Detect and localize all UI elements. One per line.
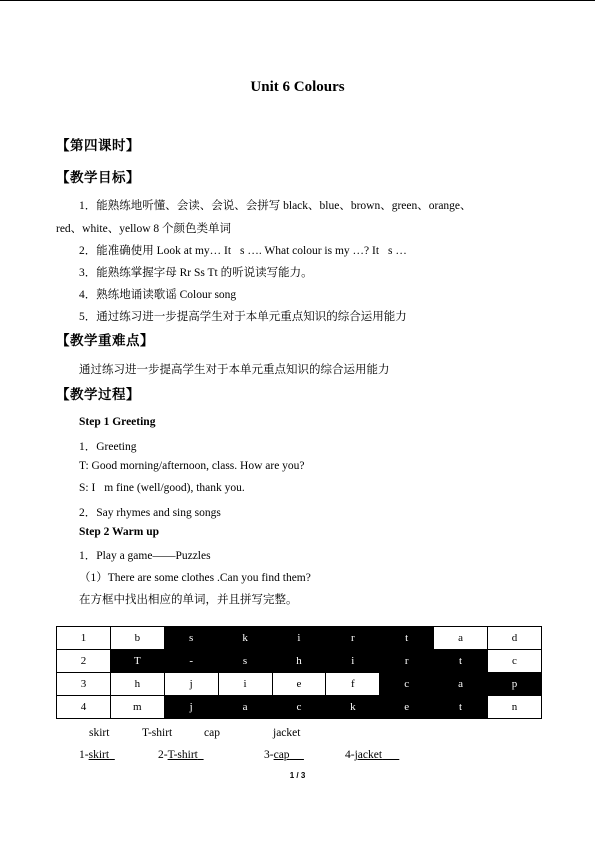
answer-word: cap xyxy=(273,749,290,761)
grid-cell: k xyxy=(326,696,380,719)
grid-cell: i xyxy=(272,627,326,650)
step2-item: 1．Play a game——Puzzles xyxy=(79,550,211,562)
step2-title: Step 2 Warm up xyxy=(79,526,159,538)
word-bank-item: cap xyxy=(204,727,220,739)
grid-cell: s xyxy=(164,627,218,650)
grid-cell: T xyxy=(110,650,164,673)
grid-cell: c xyxy=(272,696,326,719)
top-rule xyxy=(0,0,595,1)
grid-cell: t xyxy=(434,650,488,673)
step2-subitem: （1）There are some clothes .Can you find them? xyxy=(79,572,311,584)
grid-cell: a xyxy=(218,696,272,719)
answer-item: 4-jacket xyxy=(345,749,383,761)
grid-cell: c xyxy=(488,650,542,673)
process-heading: 【教学过程】 xyxy=(56,387,140,403)
step1-item: 1．Greeting xyxy=(79,441,137,453)
goal-line: 2．能准确使用 Look at my… It s …. What colour is my …? It s … xyxy=(79,245,407,257)
grid-cell: d xyxy=(488,627,542,650)
page-title: Unit 6 Colours xyxy=(250,79,345,95)
page-number: 1 / 3 xyxy=(289,771,306,780)
grid-cell: h xyxy=(110,673,164,696)
grid-cell: 3 xyxy=(57,673,111,696)
grid-cell: - xyxy=(164,650,218,673)
grid-cell: j xyxy=(164,673,218,696)
grid-cell: m xyxy=(110,696,164,719)
word-bank-item: T-shirt xyxy=(142,727,173,739)
grid-cell: t xyxy=(380,627,434,650)
grid-row xyxy=(57,627,542,650)
grid-cell: i xyxy=(218,673,272,696)
grid-cell: i xyxy=(326,650,380,673)
teacher-line: T: Good morning/afternoon, class. How are you? xyxy=(79,460,305,472)
grid-cell: e xyxy=(380,696,434,719)
goal-line: 5．通过练习进一步提高学生对于本单元重点知识的综合运用能力 xyxy=(79,311,407,323)
grid-row xyxy=(57,650,542,673)
word-bank-item: jacket xyxy=(273,727,301,739)
grid-cell: e xyxy=(272,673,326,696)
grid-row xyxy=(57,673,542,696)
step2-instruction: 在方框中找出相应的单词，并且拼写完整。 xyxy=(79,594,298,606)
grid-cell: t xyxy=(434,696,488,719)
answer-item: 3-cap xyxy=(264,749,290,761)
period-heading: 【第四课时】 xyxy=(56,138,140,154)
grid-row xyxy=(57,696,542,719)
grid-cell: s xyxy=(218,650,272,673)
grid-cell: b xyxy=(110,627,164,650)
goals-heading: 【教学目标】 xyxy=(56,170,140,186)
word-bank-item: skirt xyxy=(89,727,110,739)
grid-cell: f xyxy=(326,673,380,696)
puzzle-grid xyxy=(56,626,542,719)
grid-cell: n xyxy=(488,696,542,719)
grid-cell: r xyxy=(326,627,380,650)
goal-line: 3．能熟练掌握字母 Rr Ss Tt 的听说读写能力。 xyxy=(79,267,313,279)
grid-cell: 1 xyxy=(57,627,111,650)
grid-cell: 4 xyxy=(57,696,111,719)
student-line: S: I m fine (well/good), thank you. xyxy=(79,482,245,494)
grid-cell: a xyxy=(434,627,488,650)
key-heading: 【教学重难点】 xyxy=(56,333,154,349)
answer-item: 2-T-shirt xyxy=(158,749,198,761)
goal-line: 1．能熟练地听懂、会读、会说、会拼写 black、blue、brown、green、orange、 xyxy=(79,200,472,212)
step1-item: 2．Say rhymes and sing songs xyxy=(79,507,221,519)
answer-item: 1-skirt xyxy=(79,749,110,761)
goal-line: 4．熟练地诵读歌谣 Colour song xyxy=(79,289,237,301)
answer-word: T-shirt xyxy=(167,749,198,761)
grid-cell: 2 xyxy=(57,650,111,673)
grid-cell: a xyxy=(434,673,488,696)
grid-cell: c xyxy=(380,673,434,696)
grid-cell: h xyxy=(272,650,326,673)
grid-cell: k xyxy=(218,627,272,650)
answer-word: jacket xyxy=(354,749,383,761)
grid-cell: j xyxy=(164,696,218,719)
goal-line: red、white、yellow 8 个颜色类单词 xyxy=(56,223,232,235)
step1-title: Step 1 Greeting xyxy=(79,416,156,428)
grid-cell: r xyxy=(380,650,434,673)
answer-word: skirt xyxy=(88,749,110,761)
key-text: 通过练习进一步提高学生对于本单元重点知识的综合运用能力 xyxy=(79,364,390,376)
grid-cell: p xyxy=(488,673,542,696)
